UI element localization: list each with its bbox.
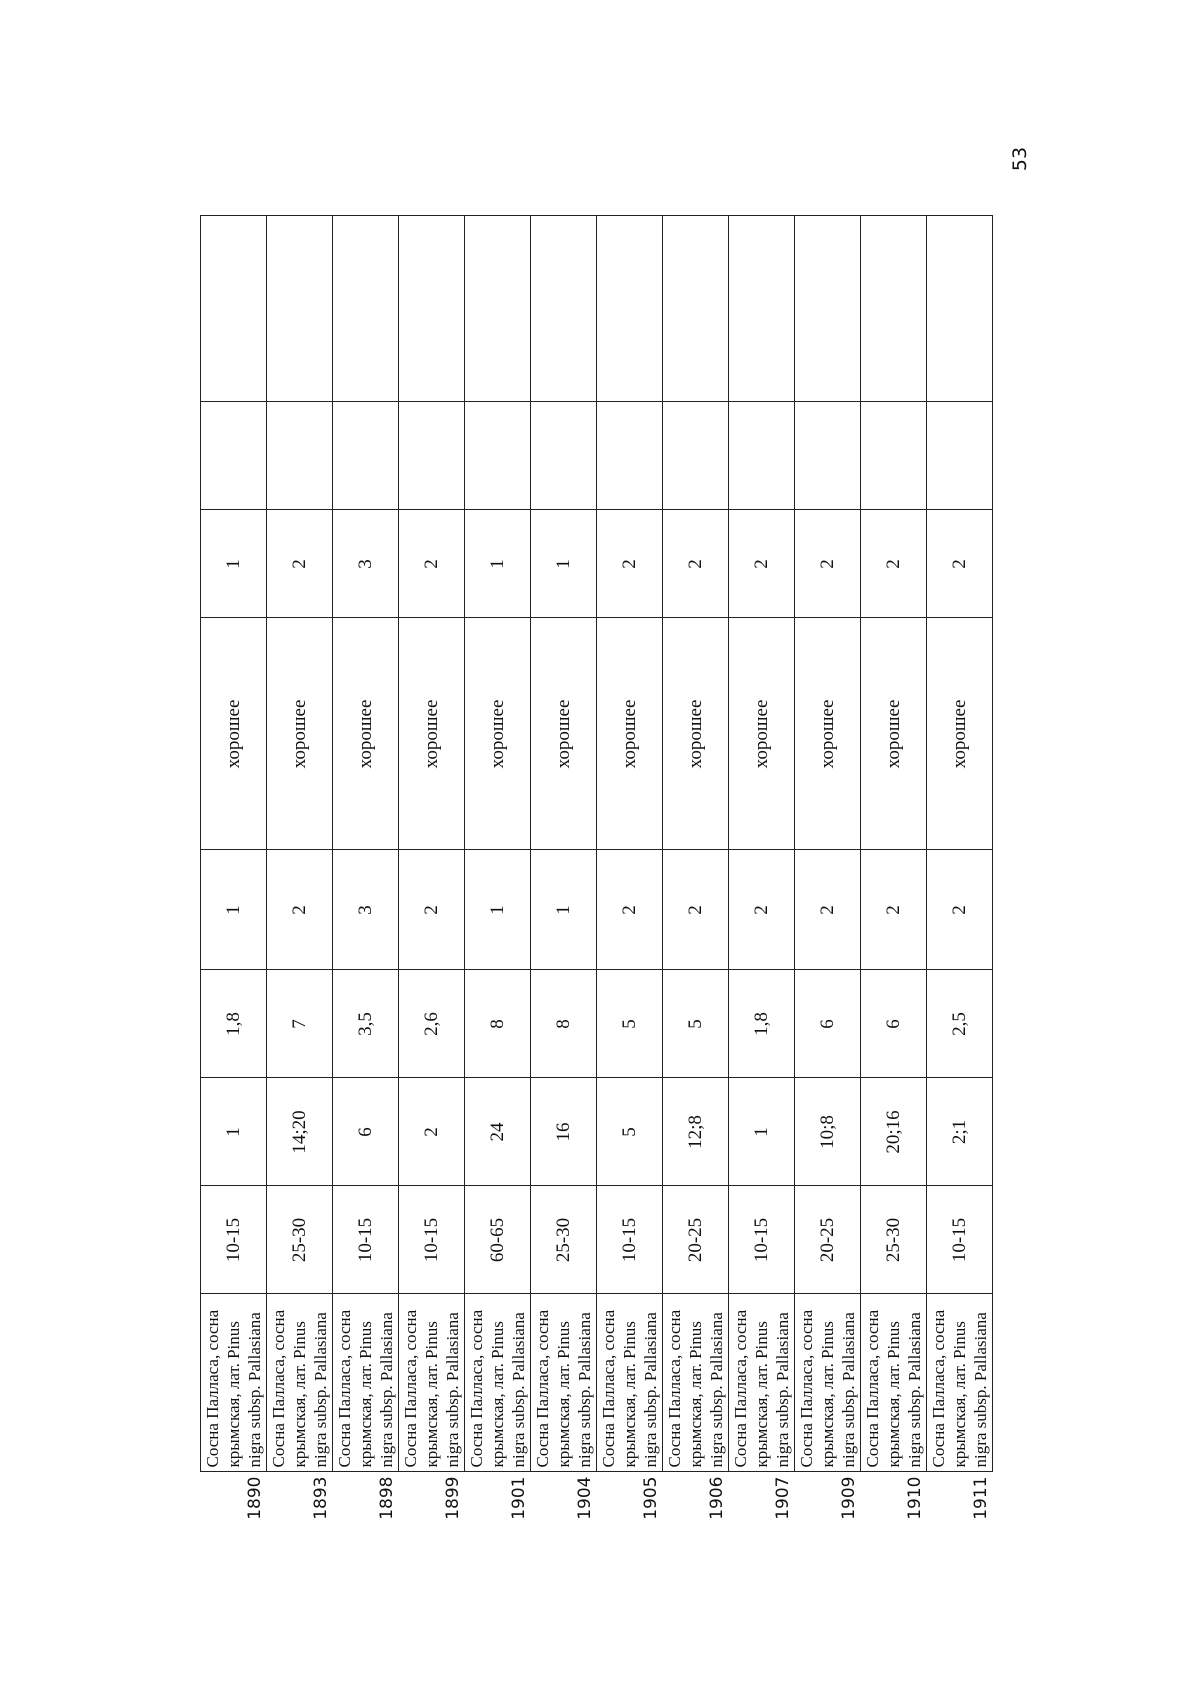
height-cell: 2,5 xyxy=(927,970,993,1078)
table-row xyxy=(795,216,861,1532)
species-line: nigra subsp. Pallasiana xyxy=(839,1312,858,1468)
species-cell xyxy=(267,1294,333,1472)
empty-cell xyxy=(663,216,729,402)
species-line: крымская, лат. Pinus xyxy=(554,1321,573,1468)
species-line: Сосна Палласа, сосна xyxy=(203,1309,222,1468)
condition-cell: хорошее xyxy=(729,618,795,850)
count-cell: 1 xyxy=(201,1078,267,1186)
category-cell: 2 xyxy=(861,510,927,618)
empty-cell xyxy=(729,216,795,402)
diameter-cell: 2 xyxy=(729,850,795,970)
species-line: nigra subsp. Pallasiana xyxy=(971,1312,990,1468)
diameter-cell: 2 xyxy=(663,850,729,970)
age-cell: 10-15 xyxy=(399,1186,465,1294)
empty-cell xyxy=(333,402,399,510)
table-row xyxy=(267,216,333,1532)
count-cell: 2 xyxy=(399,1078,465,1186)
species-line: Сосна Палласа, сосна xyxy=(731,1309,750,1468)
species-line: Сосна Палласа, сосна xyxy=(401,1309,420,1468)
empty-cell xyxy=(201,216,267,402)
table-wrapper xyxy=(200,216,1006,1532)
empty-cell xyxy=(465,402,531,510)
age-cell: 25-30 xyxy=(861,1186,927,1294)
species-cell xyxy=(465,1294,531,1472)
age-cell: 10-15 xyxy=(729,1186,795,1294)
height-cell: 7 xyxy=(267,970,333,1078)
table-row xyxy=(729,216,795,1532)
age-cell: 20-25 xyxy=(663,1186,729,1294)
height-cell: 2,6 xyxy=(399,970,465,1078)
species-cell xyxy=(861,1294,927,1472)
age-cell: 10-15 xyxy=(201,1186,267,1294)
age-cell: 10-15 xyxy=(927,1186,993,1294)
diameter-cell: 2 xyxy=(861,850,927,970)
category-cell: 2 xyxy=(267,510,333,618)
height-cell: 1,8 xyxy=(201,970,267,1078)
count-cell: 12;8 xyxy=(663,1078,729,1186)
category-cell: 2 xyxy=(795,510,861,618)
species-cell xyxy=(597,1294,663,1472)
tree-inventory-table xyxy=(200,216,993,1533)
species-line: крымская, лат. Pinus xyxy=(818,1321,837,1468)
species-line: Сосна Палласа, сосна xyxy=(467,1309,486,1468)
condition-cell: хорошее xyxy=(333,618,399,850)
height-cell: 8 xyxy=(531,970,597,1078)
species-cell xyxy=(663,1294,729,1472)
species-line: Сосна Палласа, сосна xyxy=(533,1309,552,1468)
diameter-cell: 2 xyxy=(597,850,663,970)
category-cell: 2 xyxy=(399,510,465,618)
empty-cell xyxy=(795,402,861,510)
diameter-cell: 2 xyxy=(267,850,333,970)
species-line: Сосна Палласа, сосна xyxy=(797,1309,816,1468)
category-cell: 2 xyxy=(927,510,993,618)
count-cell: 1 xyxy=(729,1078,795,1186)
species-line: nigra subsp. Pallasiana xyxy=(707,1312,726,1468)
year-cell: 1898 xyxy=(333,1472,399,1532)
condition-cell: хорошее xyxy=(861,618,927,850)
species-line: Сосна Палласа, сосна xyxy=(863,1309,882,1468)
height-cell: 6 xyxy=(795,970,861,1078)
species-line: nigra subsp. Pallasiana xyxy=(443,1312,462,1468)
species-line: nigra subsp. Pallasiana xyxy=(773,1312,792,1468)
species-line: крымская, лат. Pinus xyxy=(290,1321,309,1468)
species-line: крымская, лат. Pinus xyxy=(224,1321,243,1468)
rotated-table-container xyxy=(200,216,1006,1532)
category-cell: 1 xyxy=(201,510,267,618)
year-cell: 1905 xyxy=(597,1472,663,1532)
species-line: крымская, лат. Pinus xyxy=(884,1321,903,1468)
species-line: крымская, лат. Pinus xyxy=(356,1321,375,1468)
species-line: крымская, лат. Pinus xyxy=(752,1321,771,1468)
condition-cell: хорошее xyxy=(531,618,597,850)
height-cell: 1,8 xyxy=(729,970,795,1078)
species-cell xyxy=(399,1294,465,1472)
year-cell: 1901 xyxy=(465,1472,531,1532)
year-cell: 1893 xyxy=(267,1472,333,1532)
species-line: nigra subsp. Pallasiana xyxy=(905,1312,924,1468)
count-cell: 20;16 xyxy=(861,1078,927,1186)
species-line: nigra subsp. Pallasiana xyxy=(245,1312,264,1468)
category-cell: 2 xyxy=(663,510,729,618)
empty-cell xyxy=(597,402,663,510)
empty-cell xyxy=(465,216,531,402)
species-cell xyxy=(531,1294,597,1472)
empty-cell xyxy=(729,402,795,510)
condition-cell: хорошее xyxy=(399,618,465,850)
diameter-cell: 1 xyxy=(465,850,531,970)
empty-cell xyxy=(597,216,663,402)
empty-cell xyxy=(795,216,861,402)
condition-cell: хорошее xyxy=(663,618,729,850)
table-row xyxy=(531,216,597,1532)
empty-cell xyxy=(861,402,927,510)
species-line: Сосна Палласа, сосна xyxy=(929,1309,948,1468)
category-cell: 1 xyxy=(531,510,597,618)
table-row xyxy=(663,216,729,1532)
count-cell: 24 xyxy=(465,1078,531,1186)
year-cell: 1890 xyxy=(201,1472,267,1532)
species-line: nigra subsp. Pallasiana xyxy=(311,1312,330,1468)
empty-cell xyxy=(333,216,399,402)
count-cell: 6 xyxy=(333,1078,399,1186)
count-cell: 5 xyxy=(597,1078,663,1186)
species-line: крымская, лат. Pinus xyxy=(422,1321,441,1468)
condition-cell: хорошее xyxy=(597,618,663,850)
year-cell: 1899 xyxy=(399,1472,465,1532)
empty-cell xyxy=(399,402,465,510)
height-cell: 3,5 xyxy=(333,970,399,1078)
diameter-cell: 2 xyxy=(927,850,993,970)
condition-cell: хорошее xyxy=(795,618,861,850)
species-cell xyxy=(201,1294,267,1472)
condition-cell: хорошее xyxy=(927,618,993,850)
height-cell: 5 xyxy=(663,970,729,1078)
empty-cell xyxy=(201,402,267,510)
empty-cell xyxy=(927,402,993,510)
species-line: Сосна Палласа, сосна xyxy=(665,1309,684,1468)
year-cell: 1911 xyxy=(927,1472,993,1532)
species-line: nigra subsp. Pallasiana xyxy=(575,1312,594,1468)
year-cell: 1906 xyxy=(663,1472,729,1532)
species-line: nigra subsp. Pallasiana xyxy=(377,1312,396,1468)
species-line: крымская, лат. Pinus xyxy=(686,1321,705,1468)
condition-cell: хорошее xyxy=(267,618,333,850)
table-row xyxy=(927,216,993,1532)
empty-cell xyxy=(267,402,333,510)
species-line: крымская, лат. Pinus xyxy=(620,1321,639,1468)
empty-cell xyxy=(531,402,597,510)
count-cell: 14;20 xyxy=(267,1078,333,1186)
count-cell: 2;1 xyxy=(927,1078,993,1186)
diameter-cell: 1 xyxy=(531,850,597,970)
year-cell: 1909 xyxy=(795,1472,861,1532)
empty-cell xyxy=(399,216,465,402)
year-cell: 1907 xyxy=(729,1472,795,1532)
page-number: 53 xyxy=(1009,146,1032,172)
year-cell: 1910 xyxy=(861,1472,927,1532)
species-cell xyxy=(927,1294,993,1472)
count-cell: 10;8 xyxy=(795,1078,861,1186)
species-line: Сосна Палласа, сосна xyxy=(269,1309,288,1468)
diameter-cell: 3 xyxy=(333,850,399,970)
species-cell xyxy=(333,1294,399,1472)
age-cell: 25-30 xyxy=(267,1186,333,1294)
height-cell: 5 xyxy=(597,970,663,1078)
table-row xyxy=(597,216,663,1532)
empty-cell xyxy=(861,216,927,402)
year-cell: 1904 xyxy=(531,1472,597,1532)
diameter-cell: 2 xyxy=(399,850,465,970)
age-cell: 10-15 xyxy=(597,1186,663,1294)
empty-cell xyxy=(531,216,597,402)
category-cell: 2 xyxy=(597,510,663,618)
empty-cell xyxy=(663,402,729,510)
diameter-cell: 1 xyxy=(201,850,267,970)
category-cell: 1 xyxy=(465,510,531,618)
height-cell: 8 xyxy=(465,970,531,1078)
count-cell: 16 xyxy=(531,1078,597,1186)
condition-cell: хорошее xyxy=(465,618,531,850)
age-cell: 10-15 xyxy=(333,1186,399,1294)
diameter-cell: 2 xyxy=(795,850,861,970)
category-cell: 2 xyxy=(729,510,795,618)
species-line: Сосна Палласа, сосна xyxy=(599,1309,618,1468)
table-row xyxy=(861,216,927,1532)
age-cell: 25-30 xyxy=(531,1186,597,1294)
table-body xyxy=(201,216,993,1532)
species-cell xyxy=(795,1294,861,1472)
height-cell: 6 xyxy=(861,970,927,1078)
table-row xyxy=(465,216,531,1532)
table-row xyxy=(333,216,399,1532)
species-line: nigra subsp. Pallasiana xyxy=(509,1312,528,1468)
table-row xyxy=(399,216,465,1532)
empty-cell xyxy=(927,216,993,402)
condition-cell: хорошее xyxy=(201,618,267,850)
age-cell: 60-65 xyxy=(465,1186,531,1294)
species-line: Сосна Палласа, сосна xyxy=(335,1309,354,1468)
species-line: крымская, лат. Pinus xyxy=(488,1321,507,1468)
table-row xyxy=(201,216,267,1532)
age-cell: 20-25 xyxy=(795,1186,861,1294)
empty-cell xyxy=(267,216,333,402)
species-line: крымская, лат. Pinus xyxy=(950,1321,969,1468)
species-cell xyxy=(729,1294,795,1472)
species-line: nigra subsp. Pallasiana xyxy=(641,1312,660,1468)
category-cell: 3 xyxy=(333,510,399,618)
